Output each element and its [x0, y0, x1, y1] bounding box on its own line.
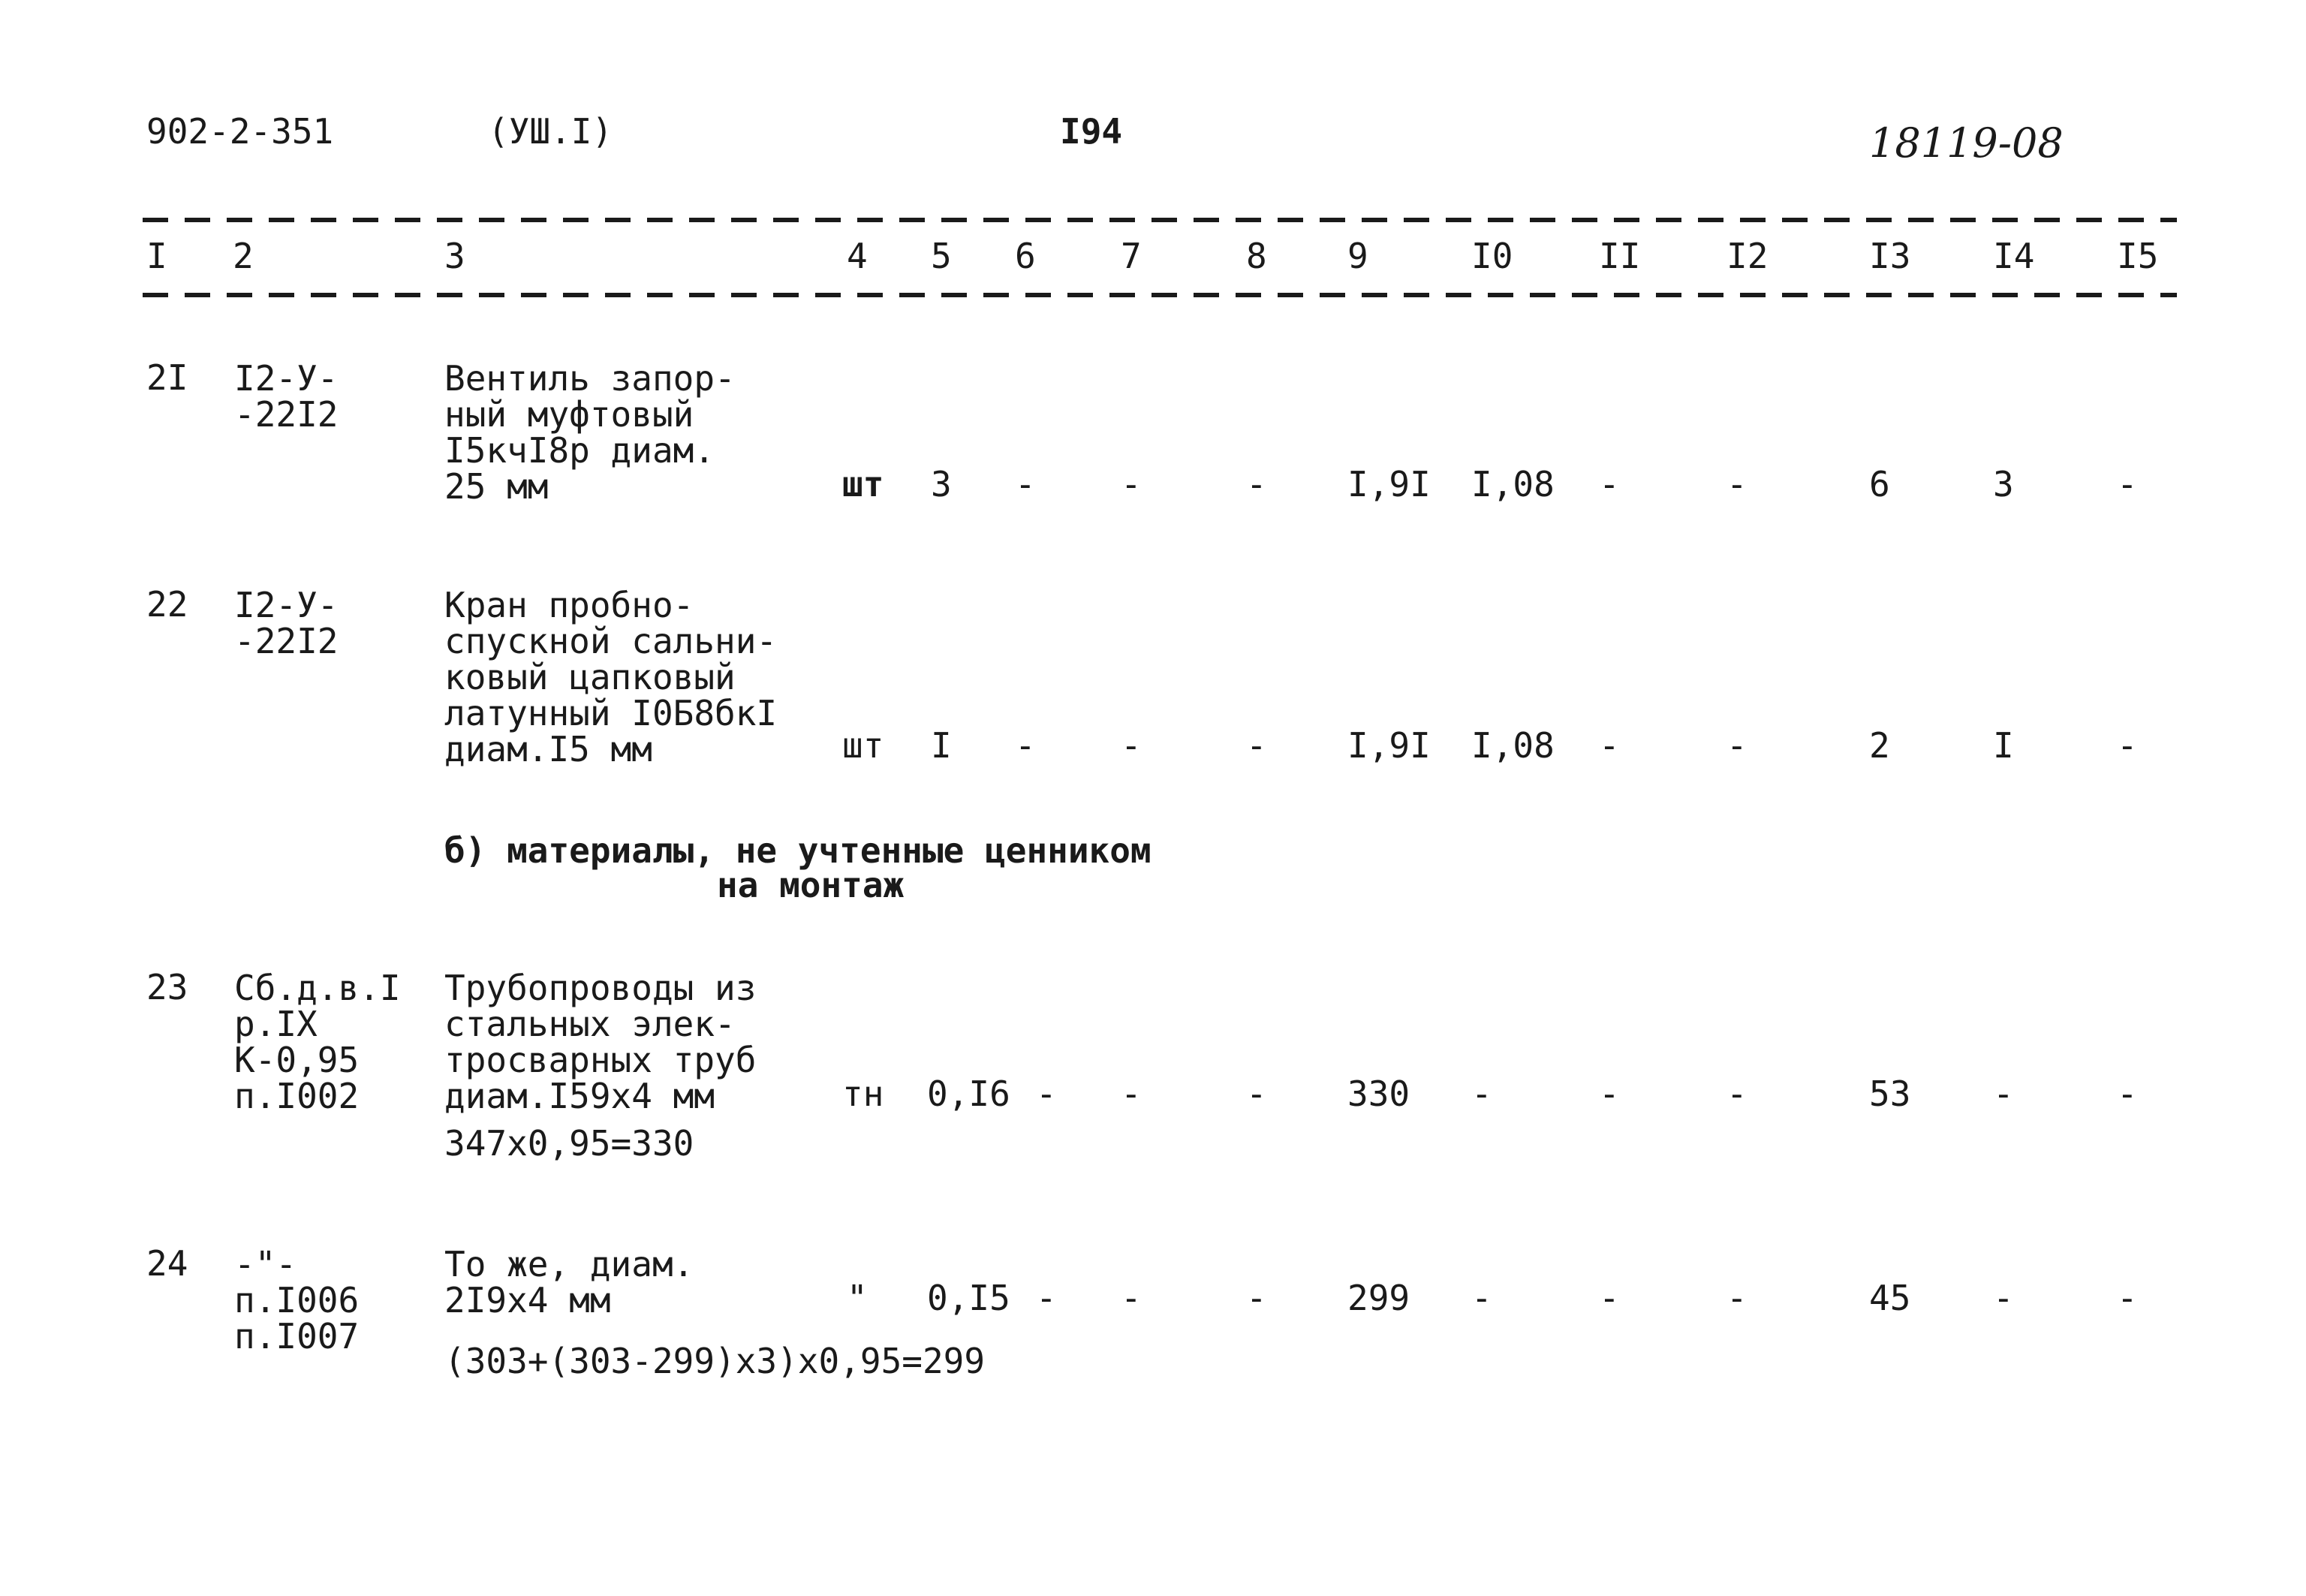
col-header-4: 4	[847, 236, 868, 276]
code-line: р.IX	[234, 1004, 318, 1044]
calculation-note: (303+(303-299)х3)х0,95=299	[444, 1341, 986, 1381]
cell-col-15: -	[2117, 1074, 2138, 1114]
header-top-rule	[143, 218, 2177, 222]
cell-col-8: -	[1246, 1074, 1267, 1114]
code-line: -22I2	[234, 394, 339, 435]
section-note-line-2: на монтаж	[717, 865, 905, 905]
col-header-6: 6	[1015, 236, 1036, 276]
cell-col-8: -	[1246, 725, 1267, 766]
cell-col-9: 299	[1347, 1278, 1410, 1318]
col-header-10: I0	[1471, 236, 1513, 276]
description-line: стальных элек-	[444, 1004, 736, 1044]
code-line: -22I2	[234, 621, 339, 661]
cell-col-12: -	[1726, 1278, 1748, 1318]
calculation-note: 347х0,95=330	[444, 1123, 694, 1164]
col-header-12: I2	[1726, 236, 1769, 276]
cell-col-7: -	[1121, 725, 1142, 766]
cell-col-12: -	[1726, 725, 1748, 766]
quantity-cell: 0,I6	[927, 1074, 1010, 1114]
cell-col-13: 2	[1869, 725, 1890, 766]
header-bottom-rule	[143, 293, 2177, 297]
description-line: диам.I5 мм	[444, 729, 652, 769]
description-line: Трубопроводы из	[444, 968, 757, 1008]
description-line: латунный I0Б8бкI	[444, 693, 778, 733]
code-line: I2-У-	[234, 585, 339, 625]
quantity-cell: 3	[931, 464, 952, 504]
description-line: спускной сальни-	[444, 621, 778, 661]
description-cell	[444, 358, 736, 507]
description-line: I5кчI8р диам.	[444, 430, 715, 471]
code-line: К-0,95	[234, 1040, 360, 1080]
cell-col-10: I,08	[1471, 464, 1555, 504]
section-label: (УШ.I)	[488, 111, 613, 152]
description-line: тросварных труб	[444, 1040, 757, 1080]
col-header-5: 5	[931, 236, 952, 276]
col-header-9: 9	[1347, 236, 1368, 276]
code-cell	[234, 1244, 360, 1357]
unit-cell: "	[847, 1278, 868, 1318]
description-line: диам.I59х4 мм	[444, 1076, 715, 1116]
cell-col-9: I,9I	[1347, 464, 1431, 504]
section-note-line-1: б) материалы, не учтенные ценником	[444, 830, 1151, 871]
cell-col-11: -	[1599, 725, 1620, 766]
col-header-8: 8	[1246, 236, 1267, 276]
description-cell	[444, 1246, 694, 1318]
col-header-2: 2	[233, 236, 254, 276]
cell-col-9: 330	[1347, 1074, 1410, 1114]
cell-col-6: -	[1015, 725, 1036, 766]
cell-col-11: -	[1599, 1074, 1620, 1114]
cell-col-14: -	[1993, 1074, 2014, 1114]
quantity-cell: I	[931, 725, 952, 766]
cell-col-15: -	[2117, 725, 2138, 766]
col-header-11: II	[1599, 236, 1641, 276]
unit-cell: шт	[842, 725, 884, 766]
cell-col-10: I,08	[1471, 725, 1555, 766]
document-code: 902-2-351	[146, 111, 334, 152]
cell-col-14: -	[1993, 1278, 2014, 1318]
code-cell	[234, 587, 338, 659]
cell-col-15: -	[2117, 464, 2138, 504]
description-cell	[444, 970, 756, 1114]
cell-col-7: -	[1121, 1278, 1142, 1318]
row-number: 22	[146, 584, 188, 625]
cell-col-8: -	[1246, 1278, 1267, 1318]
code-line: п.I006	[234, 1280, 360, 1320]
cell-col-6: -	[1015, 464, 1036, 504]
code-line: I2-У-	[234, 358, 339, 399]
description-line: То же, диам.	[444, 1244, 694, 1284]
cell-col-10: -	[1471, 1278, 1492, 1318]
code-line: Сб.д.в.I	[234, 968, 401, 1008]
col-header-13: I3	[1869, 236, 1911, 276]
cell-col-13: 6	[1869, 464, 1890, 504]
description-line: ковый цапковый	[444, 657, 736, 697]
description-line: 25 мм	[444, 466, 549, 507]
cell-col-14: I	[1993, 725, 2014, 766]
cell-col-12: -	[1726, 1074, 1748, 1114]
code-line: п.I007	[234, 1316, 360, 1357]
stamp-number: 18119-08	[1869, 119, 2064, 167]
unit-cell: тн	[842, 1074, 884, 1114]
description-cell	[444, 587, 777, 767]
cell-col-15: -	[2117, 1278, 2138, 1318]
row-number: 2I	[146, 357, 188, 398]
cell-col-8: -	[1246, 464, 1267, 504]
col-header-7: 7	[1121, 236, 1142, 276]
cell-col-7: -	[1121, 464, 1142, 504]
cell-col-13: 53	[1869, 1074, 1911, 1114]
cell-col-7: -	[1121, 1074, 1142, 1114]
row-number: 23	[146, 967, 188, 1007]
cell-col-6: -	[1036, 1074, 1057, 1114]
col-header-3: 3	[444, 236, 465, 276]
col-header-14: I4	[1993, 236, 2035, 276]
cell-col-11: -	[1599, 1278, 1620, 1318]
cell-col-6: -	[1036, 1278, 1057, 1318]
code-cell	[234, 970, 401, 1114]
row-number: 24	[146, 1243, 188, 1284]
cell-col-11: -	[1599, 464, 1620, 504]
cell-col-10: -	[1471, 1074, 1492, 1114]
cell-col-14: 3	[1993, 464, 2014, 504]
code-line: -"-	[234, 1244, 297, 1284]
description-line: Кран пробно-	[444, 585, 694, 625]
code-cell	[234, 358, 339, 435]
cell-col-9: I,9I	[1347, 725, 1431, 766]
page-number: I94	[1060, 111, 1123, 152]
col-header-15: I5	[2117, 236, 2159, 276]
quantity-cell: 0,I5	[927, 1278, 1010, 1318]
description-line: ный муфтовый	[444, 394, 694, 435]
cell-col-12: -	[1726, 464, 1748, 504]
unit-cell: шт	[842, 464, 884, 504]
description-line: Вентиль запор-	[444, 358, 736, 399]
cell-col-13: 45	[1869, 1278, 1911, 1318]
description-line: 2I9х4 мм	[444, 1280, 611, 1320]
col-header-1: I	[146, 236, 167, 276]
code-line: п.I002	[234, 1076, 360, 1116]
